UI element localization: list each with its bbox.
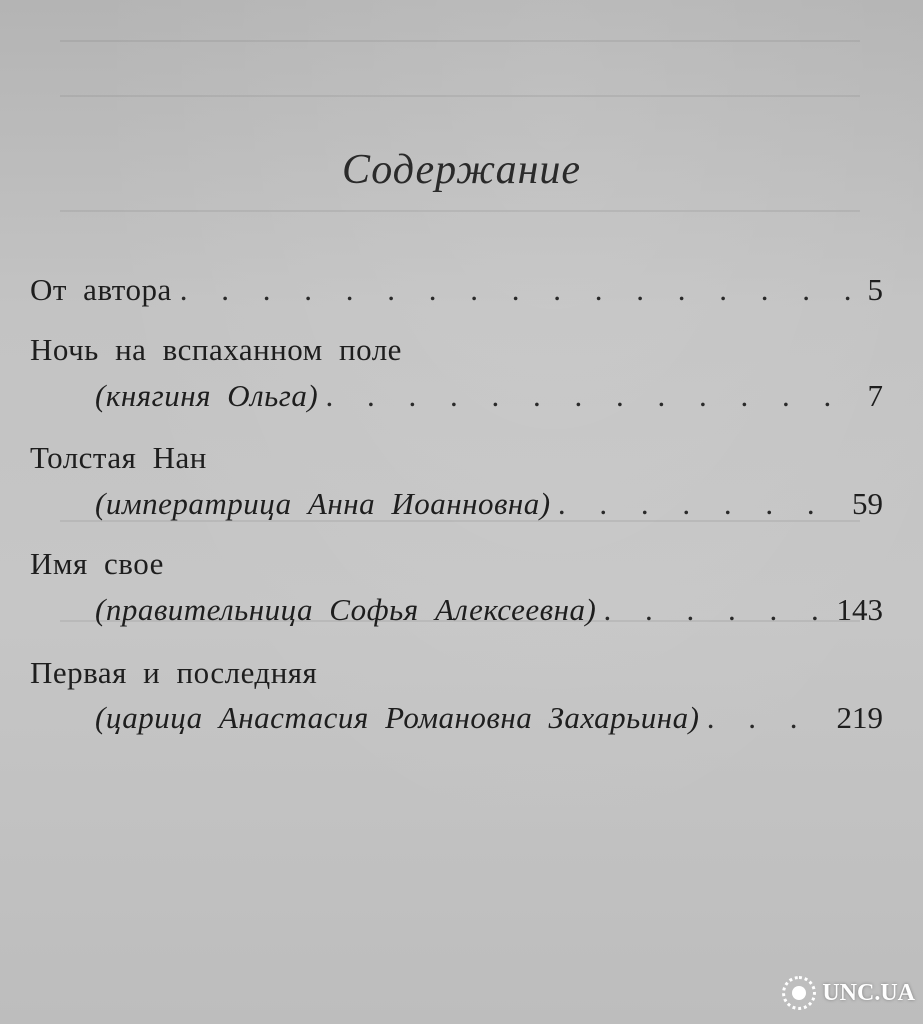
toc-page-number: 59 bbox=[852, 486, 883, 521]
toc-entry-title: Первая и последняя bbox=[30, 655, 318, 690]
toc-entry-subtitle: (царица Анастасия Романовна Захарьина) bbox=[95, 700, 700, 735]
page-title: Содержание bbox=[341, 147, 582, 193]
toc-entry-title-line bbox=[30, 332, 883, 372]
toc-entry-title: От автора bbox=[30, 272, 172, 307]
toc-entry-subtitle-line bbox=[95, 700, 883, 740]
dot-leader bbox=[559, 486, 844, 522]
show-through-line bbox=[60, 210, 860, 212]
toc-entry-subtitle-line bbox=[95, 592, 883, 632]
toc-entry-subtitle: (княгиня Ольга) bbox=[95, 378, 319, 413]
toc-entry-title-line bbox=[30, 546, 883, 586]
toc-entry-subtitle-line bbox=[95, 378, 883, 418]
show-through-line bbox=[60, 95, 860, 97]
dot-leader bbox=[604, 592, 828, 628]
toc-entry-subtitle-line bbox=[95, 486, 883, 526]
toc-page-number: 7 bbox=[867, 378, 883, 413]
toc-page-number: 143 bbox=[836, 592, 883, 627]
toc-entry-subtitle: (императрица Анна Иоанновна) bbox=[95, 486, 551, 521]
sun-icon bbox=[782, 976, 816, 1010]
toc-entry-title-line bbox=[30, 440, 883, 480]
dot-leader bbox=[180, 272, 855, 308]
toc-entry-title: Имя свое bbox=[30, 546, 164, 581]
watermark-text: UNC.UA bbox=[822, 979, 915, 1006]
show-through-line bbox=[60, 40, 860, 42]
watermark bbox=[782, 976, 915, 1010]
toc-page-number: 5 bbox=[867, 272, 883, 307]
toc-page-number: 219 bbox=[836, 700, 883, 735]
toc-entry-title: Толстая Нан bbox=[30, 440, 207, 475]
toc-entry-subtitle: (правительница Софья Алексеевна) bbox=[95, 592, 597, 627]
dot-leader bbox=[326, 378, 855, 414]
dot-leader bbox=[707, 700, 828, 736]
toc-entry-from-author bbox=[30, 272, 883, 312]
toc-entry-title-line bbox=[30, 655, 883, 695]
toc-entry-title: Ночь на вспаханном поле bbox=[30, 332, 402, 367]
